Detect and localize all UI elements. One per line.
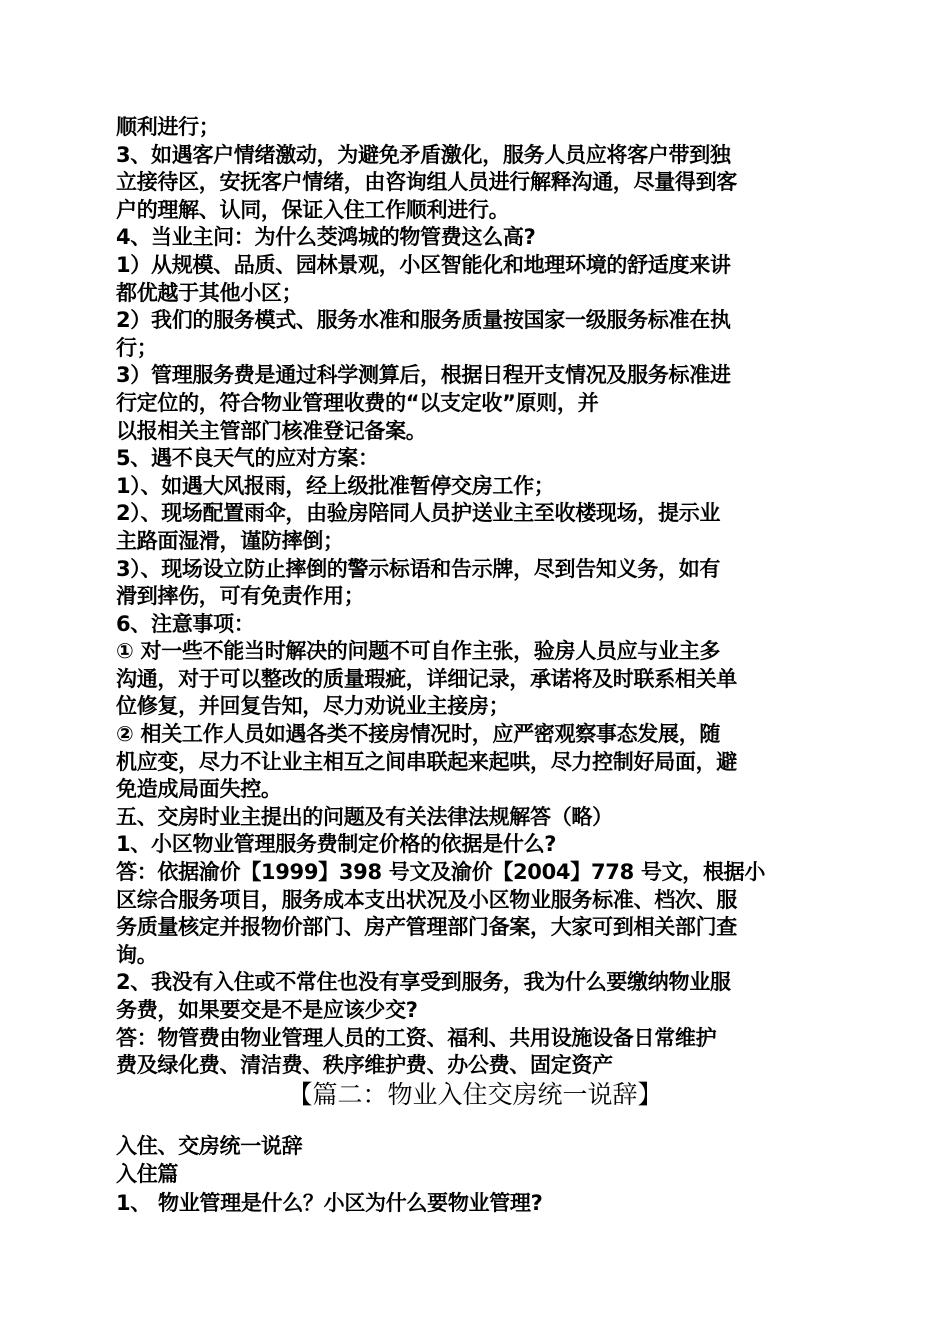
subtitle (116, 1132, 838, 1160)
text-line: 机应变，尽力不让业主相互之间串联起来起哄，尽力控制好局面，避 (116, 749, 737, 774)
text-line: 2）、现场配置雨伞，由验房陪同人员护送业主至收楼现场，提示业 (116, 501, 721, 526)
text-line: ① 对一些不能当时解决的问题不可自作主张，验房人员应与业主多 (116, 639, 721, 664)
text-line: 1）从规模、品质、园林景观，小区智能化和地理环境的舒适度来讲 (116, 252, 731, 277)
question-line (116, 1189, 838, 1217)
text-line: 顺利进行； (116, 115, 220, 139)
text-line: 2）我们的服务模式、服务水准和服务质量按国家一级服务标准在执 (116, 308, 731, 333)
text-line: 3）、现场设立防止摔倒的警示标语和告示牌，尽到告知义务，如有 (116, 556, 721, 581)
text-line: 立接待区，安抚客户情绪，由咨询组人员进行解释沟通，尽量得到客 (116, 170, 737, 195)
text-line: 区综合服务项目，服务成本支出状况及小区物业服务标准、档次、服 (116, 887, 737, 912)
text-line: 务费，如果要交是不是应该少交? (116, 998, 418, 1022)
text-line: 3）管理服务费是通过科学测算后，根据日程开支情况及服务标准进 (116, 363, 731, 388)
text-line: 答：依据渝价【1999】398 号文及渝价【2004】778 号文，根据小 (116, 860, 766, 885)
text-line: 行； (116, 335, 158, 360)
text-line: 4、当业主问：为什么茭鸿城的物管费这么高? (116, 225, 536, 250)
text-line: 户的理解、认同，保证入住工作顺利进行。 (116, 197, 510, 222)
text-line: 5、遇不良天气的应对方案： (116, 446, 379, 471)
text-line: 五、交房时业主提出的问题及有关法律法规解答（略） (116, 804, 613, 829)
text-line: 都优越于其他小区； (116, 280, 303, 305)
text-line: 务质量核定并报物价部门、房产管理部门备案，大家可到相关部门查 (116, 915, 737, 940)
text-line: 2、我没有入住或不常住也没有享受到服务，我为什么要缴纳物业服 (116, 970, 731, 995)
text-line: 费及绿化费、清洁费、秩序维护费、办公费、固定资产 (116, 1053, 613, 1078)
text-line: 入住、交房统一说辞 (116, 1134, 303, 1158)
text-line: 滑到摔伤，可有免责作用； (116, 584, 365, 609)
text-line: 以报相关主管部门核准登记备案。 (116, 418, 427, 443)
text-line: ② 相关工作人员如遇各类不接房情况时，应严密观察事态发展，随 (116, 722, 721, 747)
text-line: 行定位的，符合物业管理收费的“以支定收”原则，并 (116, 390, 599, 415)
text-line: 3、如遇客户情绪激动，为避免矛盾激化，服务人员应将客户带到独 (116, 142, 731, 167)
document-body (116, 114, 838, 1080)
text-line: 答：物管费由物业管理人员的工资、福利、共用设施设备日常维护 (116, 1025, 717, 1050)
text-line: 询。 (116, 942, 158, 967)
text-line: 免造成局面失控。 (116, 777, 282, 802)
text-line: 1、 物业管理是什么？小区为什么要物业管理? (116, 1191, 543, 1215)
text-line: 6、注意事项： (116, 611, 255, 636)
text-line: 1）、如遇大风报雨，经上级批准暂停交房工作； (116, 473, 555, 498)
text-line: 1、小区物业管理服务费制定价格的依据是什么? (116, 832, 557, 857)
text-line: 位修复，并回复告知，尽力劝说业主接房； (116, 694, 510, 719)
text-line: 主路面湿滑，谨防摔倒； (116, 528, 344, 553)
subsection-title (116, 1160, 838, 1188)
section-heading: 【篇二：物业入住交房统一说辞】 (287, 1080, 663, 1109)
text-line: 入住篇 (116, 1162, 179, 1186)
text-line: 沟通，对于可以整改的质量瑕疵，详细记录，承诺将及时联系相关单 (116, 666, 737, 691)
